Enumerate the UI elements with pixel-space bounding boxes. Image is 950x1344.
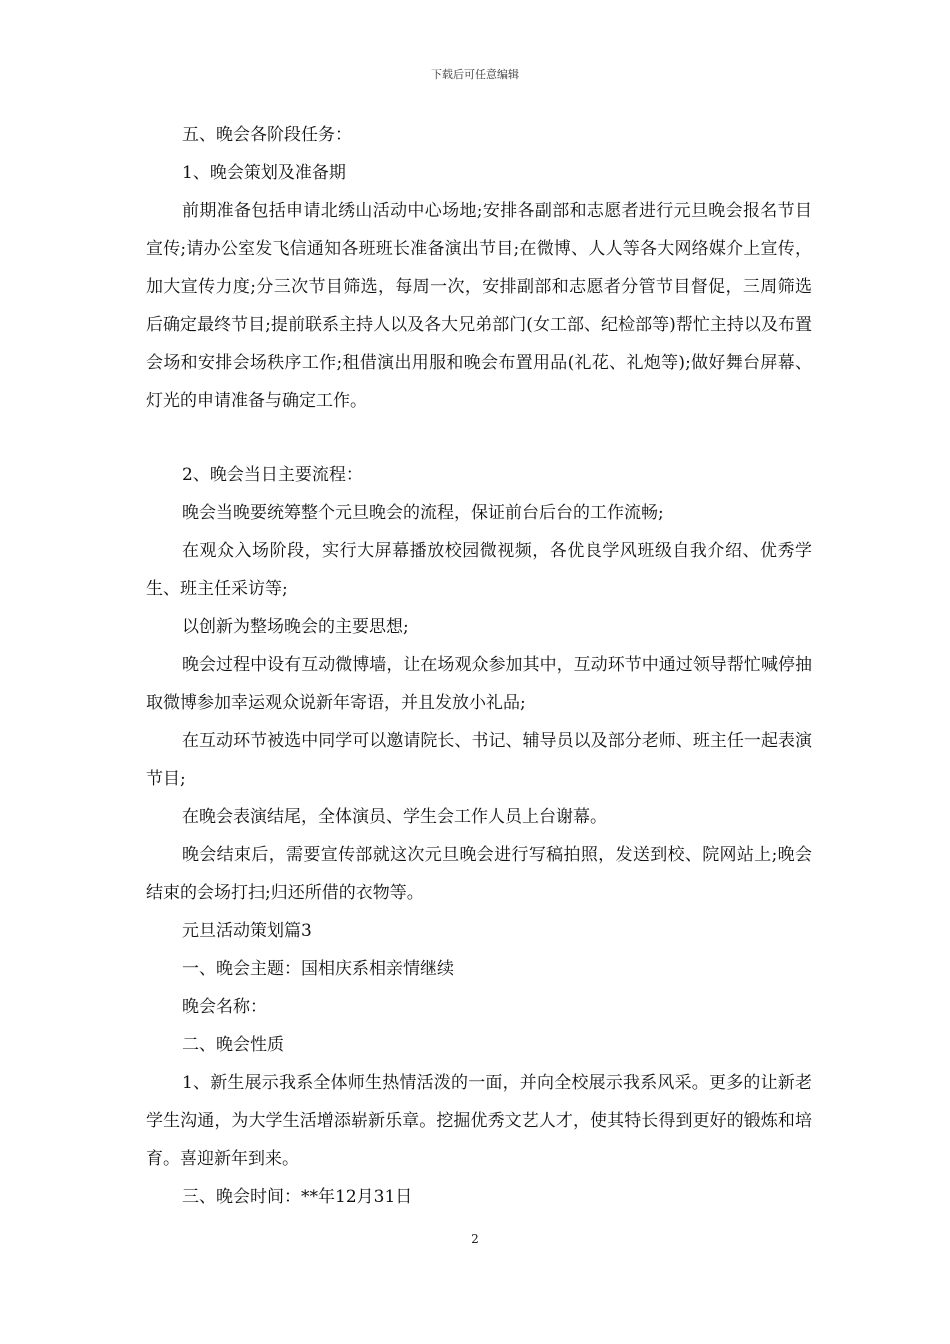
heading-event-name: 晚会名称： xyxy=(182,997,267,1017)
paragraph-flow-coordination: 晚会当晚要统筹整个元旦晚会的流程，保证前台后台的工作流畅; xyxy=(182,503,664,523)
paragraph-spacer xyxy=(146,420,812,456)
paragraph-nature-detail: 1、新生展示我系全体师生热情活泼的一面，并向全校展示我系风采。更多的让新老学生沟通，为大学生活增添崭新乐章。挖掘优秀文艺人才，使其特长得到更好的锻炼和培育。喜迎新年到来。 xyxy=(146,1073,812,1169)
paragraph-audience-entry: 在观众入场阶段，实行大屏幕播放校园微视频，各优良学风班级自我介绍、优秀学生、班主任采访等; xyxy=(146,541,812,599)
paragraph-innovation: 以创新为整场晚会的主要思想; xyxy=(182,617,409,637)
section-heading-tasks: 五、晚会各阶段任务： xyxy=(182,125,352,145)
section-title-plan-3: 元旦活动策划篇3 xyxy=(182,921,312,941)
heading-event-time: 三、晚会时间：**年12月31日 xyxy=(182,1187,413,1207)
page-header: 下载后可任意编辑 xyxy=(431,68,519,81)
paragraph-after-event: 晚会结束后，需要宣传部就这次元旦晚会进行写稿拍照，发送到校、院网站上;晚会结束的会场打扫;归还所借的衣物等。 xyxy=(146,845,812,903)
paragraph-curtain-call: 在晚会表演结尾，全体演员、学生会工作人员上台谢幕。 xyxy=(182,807,607,827)
page-number: 2 xyxy=(471,1232,479,1246)
heading-theme: 一、晚会主题：国相庆系相亲情继续 xyxy=(182,959,454,979)
document-body xyxy=(146,116,812,1216)
subheading-preparation: 1、晚会策划及准备期 xyxy=(182,163,346,183)
paragraph-interactive-performance: 在互动环节被选中同学可以邀请院长、书记、辅导员以及部分老师、班主任一起表演节目; xyxy=(146,731,812,789)
paragraph-preparation: 前期准备包括申请北绣山活动中心场地;安排各副部和志愿者进行元旦晚会报名节目宣传;请办公室发飞信通知各班班长准备演出节目;在微博、人人等各大网络媒介上宣传，加大宣传力度;分三次节目筛选，每周一次，安排副部和志愿者分管节目督促，三周筛选后确定最终节目;提前联系主持人以及各大兄弟部门(女工部、纪检部等)帮忙主持以及布置会场和安排会场秩序工作;租借演出用服和晚会布置用品(礼花、礼炮等);做好舞台屏幕、灯光的申请准备与确定工作。 xyxy=(146,201,812,411)
heading-event-nature: 二、晚会性质 xyxy=(182,1035,284,1055)
subheading-day-flow: 2、晚会当日主要流程： xyxy=(182,465,363,485)
paragraph-weibo-wall: 晚会过程中设有互动微博墙，让在场观众参加其中，互动环节中通过领导帮忙喊停抽取微博参加幸运观众说新年寄语，并且发放小礼品; xyxy=(146,655,812,713)
